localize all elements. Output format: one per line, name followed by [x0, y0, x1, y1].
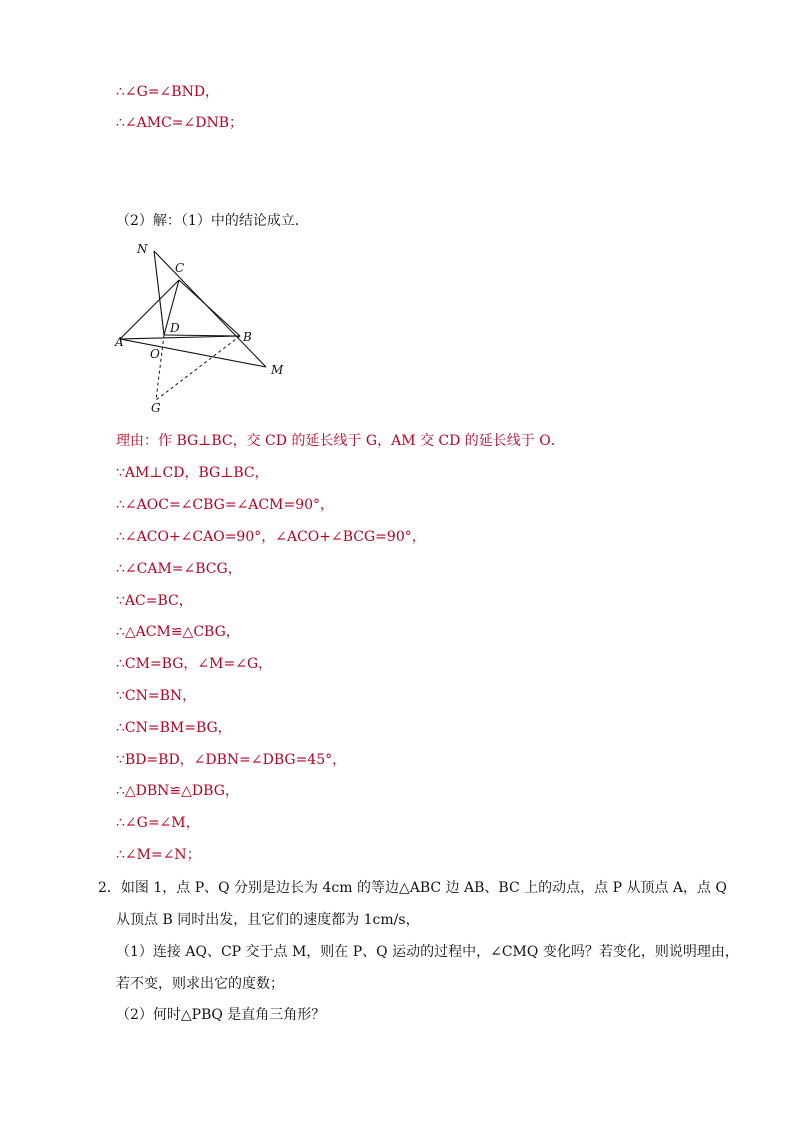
label-C: C: [175, 261, 185, 275]
proof-line: ∴CM=BG，∠M=∠G，: [116, 656, 273, 672]
proof-line: ∵AC=BC，: [116, 593, 193, 609]
problem-statement: 2．如图 1，点 P、Q 分别是边长为 4cm 的等边△ABC 边 AB、BC 上的动点，点 P 从顶点 A，点 Q: [98, 880, 727, 896]
question-1-continued: 若不变，则求出它的度数；: [116, 976, 284, 992]
question-2: （2）何时△PBQ 是直角三角形？: [116, 1007, 326, 1023]
segment-BG-dashed: [156, 336, 240, 400]
segment-DG-dashed: [156, 335, 164, 400]
question-1: （1）连接 AQ、CP 交于点 M，则在 P、Q 运动的过程中，∠CMQ 变化吗？若变化，则说明理由，: [116, 944, 739, 960]
proof-line: 理由：作 BG⊥BC，交 CD 的延长线于 G，AM 交 CD 的延长线于 O．: [116, 433, 565, 449]
proof-line: ∴∠AMC=∠DNB；: [116, 115, 244, 131]
proof-line: ∴CN=BM=BG，: [116, 720, 232, 736]
segment-AB: [120, 336, 240, 339]
segment-CB: [179, 280, 240, 336]
segment-DB: [164, 335, 240, 336]
proof-line: ∵BD=BD，∠DBN=∠DBG=45°，: [116, 752, 347, 768]
label-B: B: [243, 330, 252, 344]
geometry-figure: [112, 238, 298, 418]
proof-line: ∴△ACM≌△CBG，: [116, 624, 240, 640]
proof-line: ∴△DBN≌△DBG，: [116, 783, 239, 799]
part2-heading: （2）解：（1）中的结论成立．: [116, 213, 309, 229]
problem-statement: 从顶点 B 同时出发，且它们的速度都为 1cm/s，: [116, 912, 420, 928]
proof-line: ∴∠G=∠BND，: [116, 84, 220, 100]
proof-line: ∴∠ACO+∠CAO=90°，∠ACO+∠BCG=90°，: [116, 529, 426, 545]
label-O: O: [150, 347, 160, 361]
label-D: D: [170, 321, 180, 335]
geometry-diagram: [112, 238, 298, 418]
proof-line: ∴∠M=∠N；: [116, 847, 201, 863]
segment-ND: [154, 251, 164, 335]
proof-line: ∵AM⊥CD，BG⊥BC，: [116, 465, 269, 481]
proof-line: ∴∠CAM=∠BCG，: [116, 561, 242, 577]
proof-line: ∵CN=BN，: [116, 688, 197, 704]
label-N: N: [137, 242, 148, 256]
proof-line: ∴∠AOC=∠CBG=∠ACM=90°，: [116, 497, 335, 513]
label-M: M: [271, 363, 284, 377]
proof-line: ∴∠G=∠M，: [116, 815, 200, 831]
label-A: A: [115, 335, 124, 349]
label-G: G: [151, 401, 161, 415]
